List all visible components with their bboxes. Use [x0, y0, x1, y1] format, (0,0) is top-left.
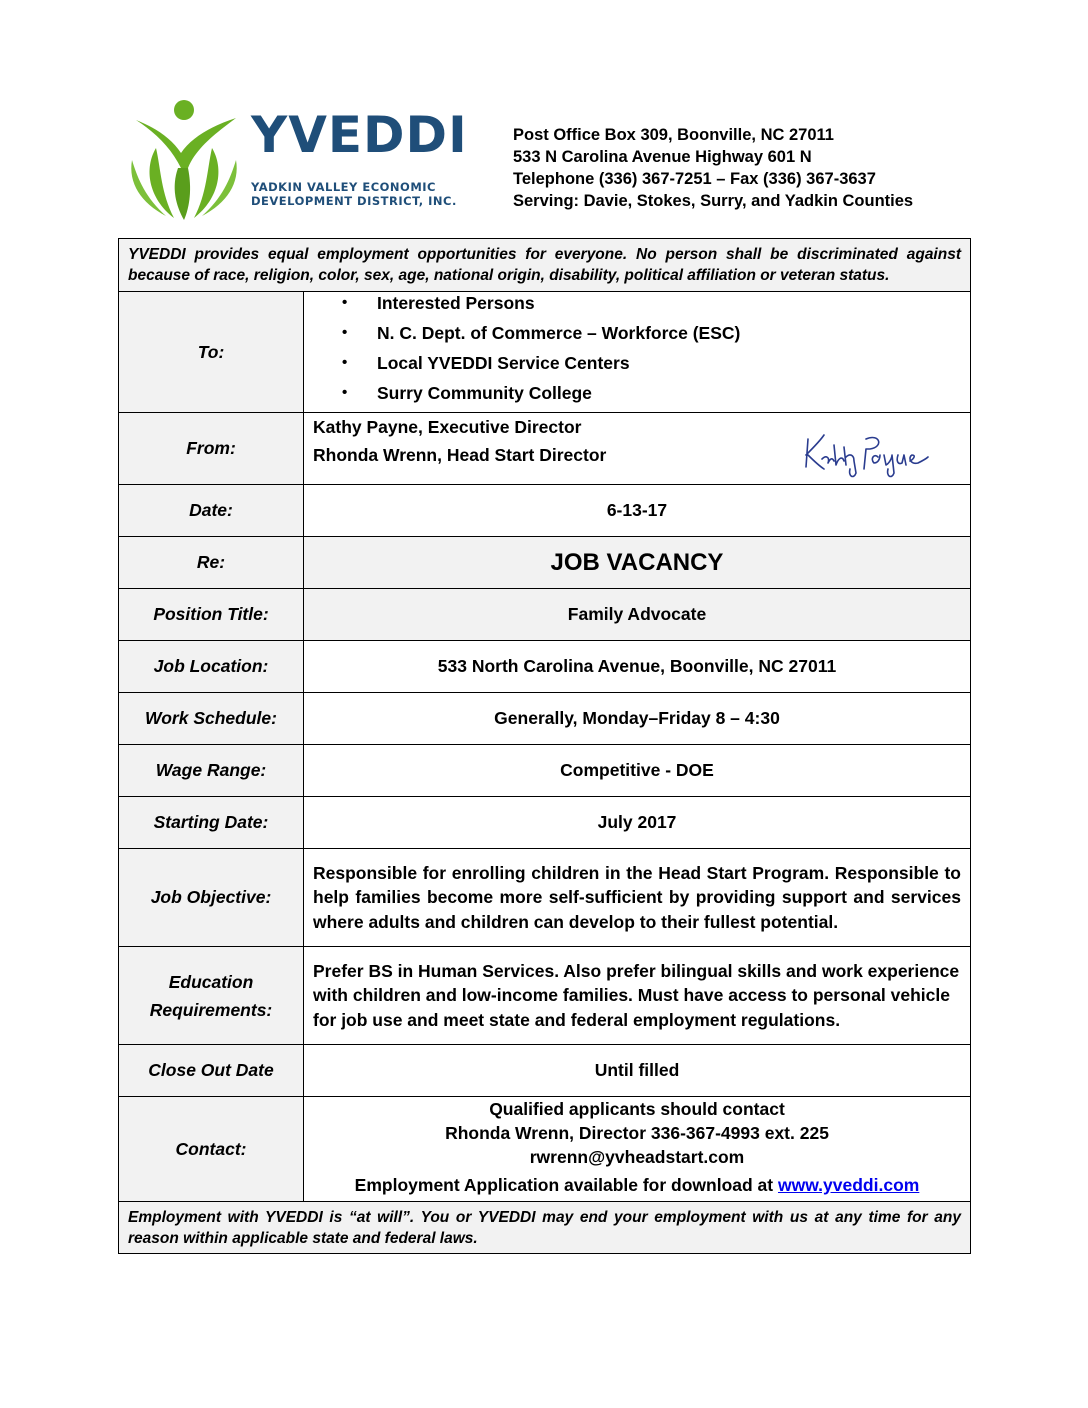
contact-email: rwrenn@yvheadstart.com — [529, 1147, 745, 1167]
row-objective — [119, 849, 971, 947]
logo-figure-icon — [126, 98, 250, 222]
signature-kathy-payne — [800, 425, 930, 481]
label-from: From: — [119, 413, 304, 485]
value-to — [304, 292, 971, 413]
value-location: 533 North Carolina Avenue, Boonville, NC 27011 — [304, 641, 971, 693]
recipient-item: • Interested Persons — [342, 292, 970, 322]
row-start — [119, 797, 971, 849]
label-education — [119, 947, 304, 1045]
value-from — [304, 413, 971, 485]
row-date — [119, 485, 971, 537]
address-line-po-box: Post Office Box 309, Boonville, NC 27011 — [513, 126, 834, 144]
value-schedule: Generally, Monday–Friday 8 – 4:30 — [304, 693, 971, 745]
value-wage: Competitive - DOE — [304, 745, 971, 797]
equal-opportunity-notice: YVEDDI provides equal employment opportunities for everyone. No person shall be discriminated against because of race, religion, color, sex, age, national origin, disability, political affiliation or veteran status. — [119, 239, 971, 292]
row-from — [119, 413, 971, 485]
row-location — [119, 641, 971, 693]
logo-tagline-line-1: YADKIN VALLEY ECONOMIC — [251, 180, 436, 194]
recipient-list — [304, 292, 970, 412]
recipient-item: • N. C. Dept. of Commerce – Workforce (ESC) — [342, 322, 970, 352]
label-position: Position Title: — [119, 589, 304, 641]
recipient-item: • Local YVEDDI Service Centers — [342, 352, 970, 382]
label-wage: Wage Range: — [119, 745, 304, 797]
address-line-serving: Serving: Davie, Stokes, Surry, and Yadkin Counties — [513, 192, 914, 210]
value-close: Until filled — [304, 1045, 971, 1097]
label-education-line-1: Education — [168, 971, 254, 992]
address-line-phone: Telephone (336) 367-7251 – Fax (336) 367-3637 — [513, 170, 876, 188]
logo-wordmark: YVEDDI — [251, 106, 468, 164]
at-will-notice: Employment with YVEDDI is “at will”. You or YVEDDI may end your employment with us at any time for any reason within applicable state and federal laws. — [119, 1202, 971, 1254]
value-contact — [304, 1097, 971, 1202]
value-date: 6-13-17 — [304, 485, 971, 537]
label-re: Re: — [119, 537, 304, 589]
label-date: Date: — [119, 485, 304, 537]
row-contact — [119, 1097, 971, 1202]
row-education — [119, 947, 971, 1045]
website-link[interactable]: www.yveddi.com — [777, 1175, 920, 1195]
value-education: Prefer BS in Human Services. Also prefer bilingual skills and work experience with children and low-income families. Must have access to personal vehicle for job use and meet state and federal employment regulations. — [304, 947, 971, 1045]
application-text: Employment Application available for download at — [354, 1175, 778, 1195]
job-vacancy-heading: JOB VACANCY — [550, 548, 724, 576]
label-education-line-2: Requirements: — [149, 999, 273, 1020]
contact-line-4 — [304, 1169, 970, 1201]
row-position — [119, 589, 971, 641]
from-line-2: Rhonda Wrenn, Head Start Director — [313, 445, 607, 465]
value-position: Family Advocate — [304, 589, 971, 641]
job-vacancy-form — [118, 238, 971, 1254]
address-block — [513, 124, 913, 212]
row-wage — [119, 745, 971, 797]
contact-line-1: Qualified applicants should contact — [489, 1099, 785, 1119]
label-close: Close Out Date — [119, 1045, 304, 1097]
value-re — [304, 537, 971, 589]
value-start: July 2017 — [304, 797, 971, 849]
label-schedule: Work Schedule: — [119, 693, 304, 745]
contact-line-2: Rhonda Wrenn, Director 336-367-4993 ext. 225 — [445, 1123, 829, 1143]
yveddi-logo — [126, 98, 468, 222]
label-contact: Contact: — [119, 1097, 304, 1202]
from-line-1: Kathy Payne, Executive Director — [313, 417, 582, 437]
row-close — [119, 1045, 971, 1097]
label-start: Starting Date: — [119, 797, 304, 849]
value-objective: Responsible for enrolling children in the Head Start Program. Responsible to help families become more self-sufficient by providing support and services where adults and children can develop to their fullest potential. — [304, 849, 971, 947]
recipient-item: • Surry Community College — [342, 382, 970, 412]
logo-tagline — [251, 180, 457, 208]
row-to — [119, 292, 971, 413]
row-schedule — [119, 693, 971, 745]
label-location: Job Location: — [119, 641, 304, 693]
label-to: To: — [119, 292, 304, 413]
label-objective: Job Objective: — [119, 849, 304, 947]
logo-tagline-line-2: DEVELOPMENT DISTRICT, INC. — [251, 194, 457, 208]
address-line-street: 533 N Carolina Avenue Highway 601 N — [513, 148, 812, 166]
row-re — [119, 537, 971, 589]
